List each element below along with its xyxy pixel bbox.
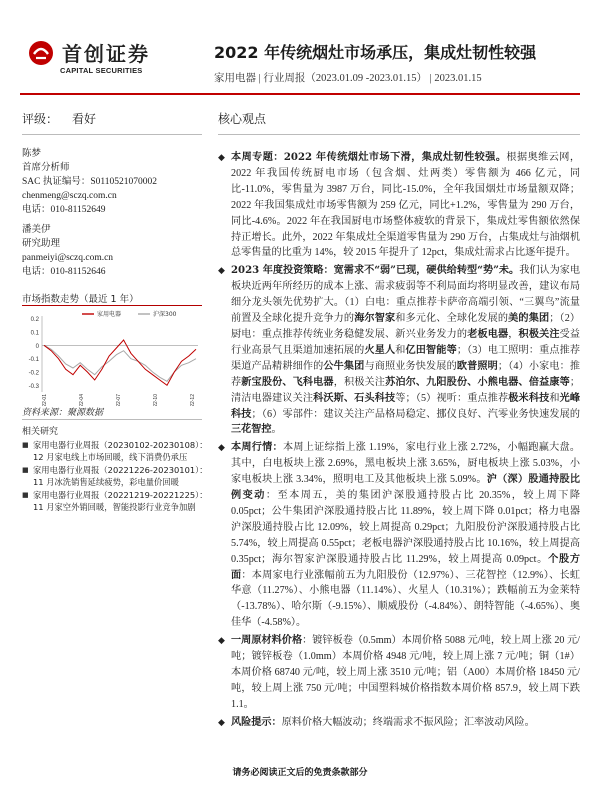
body-text: ；（3）电工照明：重点推荐渠道产品精耕细作的 — [231, 344, 581, 372]
rating-value: 看好 — [72, 112, 97, 126]
core-view-paragraph — [218, 263, 580, 438]
body-text: ：至本周五，美的集团沪深股通持股占比 20.35%，较上周下降 0.05pct；公牛集团沪深股通持股占比 11.89%，较上周下降 0.01pct；格力电器沪深股通持股占比 12.09%，较上周提高 0.29pct；九阳股份沪深股通持股占比 5.74%，较上周提高 0.55pct；老板电器沪深股通持股占比 10.16%，较上周提高 0.35pct；海尔智家沪深股通持股占比 11.29%，较上周提高 0.09pct。 — [231, 490, 581, 565]
emphasis-text: 老板电器 — [467, 327, 509, 340]
core-view-paragraph — [218, 150, 580, 261]
analyst-block — [22, 147, 157, 217]
body-text: ，积极关注 — [333, 376, 386, 388]
body-text: 。 — [271, 424, 282, 436]
y-tick-label: 0.2 — [30, 317, 39, 324]
x-tick-label: 2022-12 — [190, 394, 196, 406]
emphasis-text: 海尔智家 — [354, 312, 396, 325]
body-text: 和 — [395, 344, 406, 356]
emphasis-text: 宽需求不“弱”已现，硬供给转型“势”未。 — [333, 264, 520, 277]
body-text: ：镀锌板卷（0.5mm）本周价格 5088 元/吨，较上周上涨 20 元/吨；镀锌板卷（1.0mm）本周价格 4948 元/吨，较上周上涨 7 元/吨；铜（1#）本周价格 68740 元/吨，较上周上涨 3510 元/吨；铝（A00）本周价格 18450 元/吨，较上周上涨 750 元/吨；中国塑料城价格指数本周价格 857.9，较上周下跌 1.1。 — [231, 635, 580, 710]
report-subtitle: 家用电器 | 行业周报（2023.01.09 -2023.01.15） | 2023.01.15 — [214, 73, 482, 84]
analyst-phone: 电话：010-81152649 — [22, 205, 106, 215]
body-text: 受益行业高景气且渠道加速拓展的 — [231, 328, 581, 356]
analyst-phone: 电话：010-81152646 — [22, 267, 106, 277]
core-views-title: 核心观点 — [218, 112, 267, 126]
y-tick-label: -0.3 — [28, 383, 39, 390]
core-views-divider — [218, 134, 580, 135]
logo-cn-text: 首创证券 — [62, 42, 150, 66]
body-text: ；（4）小家电：推荐 — [231, 360, 581, 388]
emphasis-text: 积极关注 — [518, 327, 560, 340]
core-view-paragraph — [218, 440, 580, 631]
emphasis-text: 公牛集团 — [323, 359, 365, 372]
bullet-icon: ◆ — [218, 635, 225, 646]
body-text: ：本周家电行业涨幅前五为九阳股份（12.97%）、三花智控（12.9%）、长虹华意（11.27%）、小熊电器（11.14%）、火星人（10.31%）；跌幅前五为金莱特（-13.78%）、哈尔斯（-9.15%）、顺威股份（-4.84%）、朗特智能（-4.65%）、奥佳华（-4.58%）。 — [231, 569, 581, 629]
body-text: 等；（5）视听：重点推荐 — [395, 392, 509, 404]
related-research-item[interactable]: ■ 家用电器行业周报（20230102-20230108）：12 月家电线上市场回暖，线下消费仍承压 — [22, 440, 208, 463]
analyst-role: 研究助理 — [22, 239, 61, 249]
y-tick-label: -0.2 — [28, 370, 39, 377]
body-text: ， — [508, 328, 519, 340]
analyst-name: 潘美伊 — [22, 225, 51, 235]
y-tick-label: 0.1 — [30, 330, 39, 337]
logo-mark-icon — [28, 40, 54, 66]
emphasis-text: 个股方面 — [231, 552, 581, 581]
body-text: ；（6）零部件：建议关注产品格局稳定、挪仪良好、汽零业务快速发展的 — [251, 408, 580, 420]
emphasis-text: 风险提示： — [231, 715, 282, 728]
related-research-item[interactable]: ■ 家用电器行业周报（20221219-20221225）：11 月家空外销回暖，智能投影行业竞争加剧 — [22, 490, 208, 513]
bullet-icon: ◆ — [218, 442, 225, 453]
report-title: 2022 年传统烟灶市场承压，集成灶韧性较强 — [214, 43, 537, 62]
chart-svg — [22, 308, 202, 406]
analyst-email[interactable]: panmeiyi@sczq.com.cn — [22, 253, 114, 263]
rating-label: 评级： — [22, 112, 59, 126]
y-tick-label: 0 — [35, 343, 39, 350]
series-line — [44, 345, 196, 381]
emphasis-text: 本周专题：2022 年传统烟灶市场下滑，集成灶韧性较强。 — [231, 151, 507, 163]
related-research-item[interactable]: ■ 家用电器行业周报（20221226-20230101）：11 月冰洗销售延续疲势，彩电量价回暖 — [22, 465, 208, 488]
x-tick-label: 2022-07 — [116, 394, 122, 406]
left-divider — [22, 134, 202, 135]
header-divider — [20, 93, 580, 95]
emphasis-text: 科沃斯、石头科技 — [313, 391, 396, 404]
analyst-name: 陈梦 — [22, 149, 42, 159]
emphasis-text: 亿田智能等 — [405, 343, 457, 356]
chart-title-divider — [22, 305, 202, 306]
body-text: 和多元化、全球化发展的 — [395, 313, 509, 325]
body-text: 本周上证综指上涨 1.19%，家电行业上涨 2.72%，小幅跑赢大盘。其中，白电板块上涨 2.69%，黑电板块上涨 3.65%，厨电板块上涨 5.03%，小家电板块上涨 3.34%，照明电工及其他板块上涨 5.09%。 — [231, 442, 580, 486]
emphasis-text: 火星人 — [364, 343, 396, 356]
source-divider — [22, 419, 202, 420]
company-logo — [22, 38, 192, 78]
body-text: 根据奥维云网，2022 年我国传统厨电市场（包含烟、灶两类）零售额为 466 亿元，同比-11.0%，零售量为 3987 万台，同比-15.0%，全年我国烟灶市场量额双降；2022 年我国集成灶市场零售额为 259 亿元，同比+1.2%，零售量为 290 万台，同比-4.6%。2022 年在我国厨电市场整体疲软的背景下，集成灶零售额依然保持正增长。此外，2022 年集成灶全渠道零售量为 290 万台，占集成灶与油烟机总零售量的比重为 14%，较 2015 年提升了 12pct，集成灶需求占比逐年提升。 — [231, 152, 581, 259]
emphasis-text: 三花智控 — [231, 423, 272, 436]
body-text: ；（2）厨电：重点推荐传统业务稳健发展、新兴业务发力的 — [231, 313, 581, 340]
analyst-cert: SAC 执证编号：S0110521070002 — [22, 177, 158, 187]
body-text: ；清洁电器建议关注 — [231, 376, 581, 404]
legend-label: 沪深300 — [153, 311, 177, 318]
chart-source: 资料来源：聚源数据 — [22, 408, 104, 418]
footer-disclaimer: 请务必阅读正文后的免责条款部分 — [232, 768, 368, 778]
core-view-paragraph — [218, 715, 580, 731]
y-tick-label: -0.1 — [28, 357, 39, 364]
body-text: 我们认为家电板块近两年所经历的成本上涨、需求疲弱等不利局面均将明显改善，建议布局细分龙头领先优势扩大。（1）白电：重点推荐卡萨帝高端引领、“三翼鸟”流量前置及全球化提升竞争力的 — [231, 265, 580, 325]
emphasis-text: 一周原材料价格 — [231, 634, 303, 647]
body-text: 和 — [549, 392, 560, 404]
legend-label: 家用电器 — [97, 311, 122, 318]
analyst-role: 首席分析师 — [22, 163, 70, 173]
analyst-email[interactable]: chenmeng@sczq.com.cn — [22, 191, 117, 201]
index-trend-chart — [22, 308, 202, 406]
bullet-icon: ◆ — [218, 716, 225, 727]
body-text: 原料价格大幅波动；终端需求不振风险；汇率波动风险。 — [281, 716, 535, 728]
emphasis-text: 欧普照明 — [456, 359, 498, 372]
emphasis-text: 极米科技 — [508, 391, 550, 404]
emphasis-text: 苏泊尔、九阳股份、小熊电器、倍益康等 — [385, 375, 570, 388]
core-view-paragraph — [218, 633, 580, 713]
emphasis-text: 美的集团 — [508, 312, 550, 325]
bullet-icon: ◆ — [218, 265, 225, 276]
emphasis-text: 新宝股份、飞科电器 — [241, 375, 334, 388]
x-tick-label: 2022-10 — [153, 394, 159, 406]
rating — [22, 110, 96, 127]
emphasis-text: 光峰科技 — [231, 391, 581, 420]
emphasis-text: 本周行情： — [231, 441, 283, 454]
series-line — [44, 340, 196, 385]
x-tick-label: 2022-01 — [42, 394, 48, 406]
x-tick-label: 2022-04 — [79, 394, 85, 406]
body-text: 与商照业务快发展的 — [364, 360, 457, 372]
related-research-title: 相关研究 — [22, 427, 59, 437]
chart-title: 市场指数走势（最近 1 年） — [22, 294, 139, 305]
emphasis-text: 2023 年度投资策略： — [231, 264, 334, 277]
related-research-list — [22, 440, 208, 515]
core-views-content — [218, 150, 580, 733]
emphasis-text: 沪（深）股通持股比例变动 — [231, 473, 581, 502]
logo-en-text: CAPITAL SECURITIES — [60, 66, 143, 75]
analyst-block — [22, 223, 113, 279]
bullet-icon: ◆ — [218, 152, 225, 162]
